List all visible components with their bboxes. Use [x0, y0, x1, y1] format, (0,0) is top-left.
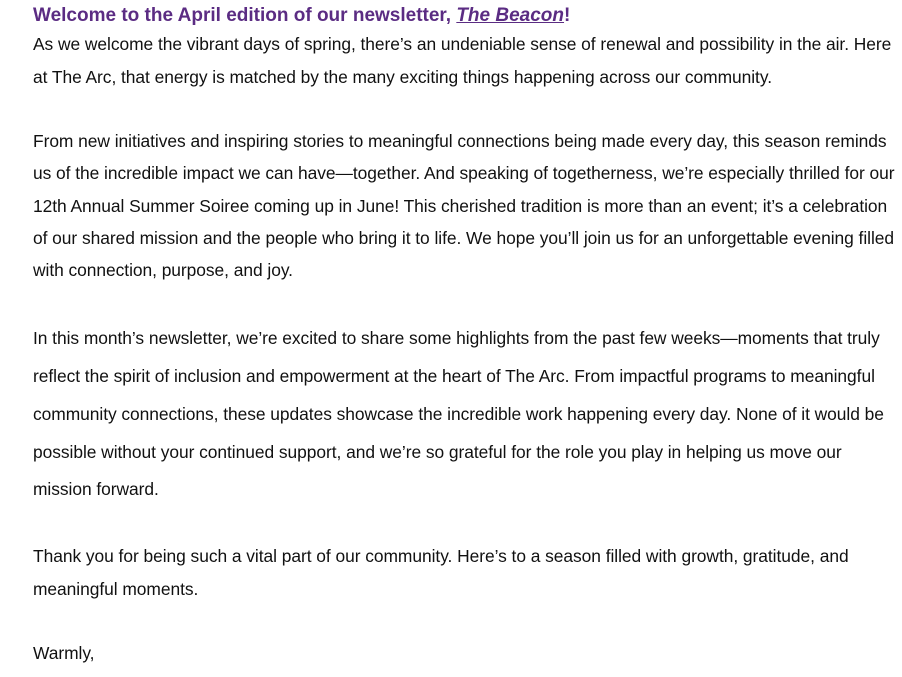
- highlights-paragraph: In this month’s newsletter, we’re excited to share some highlights from the past few weeks—moments that truly reflect the spirit of inclusion and empowerment at the heart of The Arc. From impactful programs to meaningful community connections, these updates showcase the incredible work happening every day. None of it would be possible without your continued support, and we’re so grateful for the role you play in helping us move our mission forward.: [33, 328, 884, 500]
- newsletter-headline: [33, 4, 902, 28]
- signoff: Warmly,: [33, 643, 95, 663]
- publication-name-link[interactable]: The Beacon: [456, 5, 565, 26]
- thank-you-paragraph: Thank you for being such a vital part of our community. Here’s to a season filled with growth, gratitude, and meaningful moments.: [33, 546, 849, 599]
- headline-suffix: !: [564, 5, 571, 26]
- headline-prefix: Welcome to the April edition of our newsletter,: [33, 5, 457, 26]
- newsletter-body: [33, 0, 902, 669]
- events-paragraph: From new initiatives and inspiring stories to meaningful connections being made every day, this season reminds us of the incredible impact we can have—together. And speaking of togetherness, we’re especially thrilled for our 12th Annual Summer Soiree coming up in June! This cherished tradition is more than an event; it’s a celebration of our shared mission and the people who bring it to life. We hope you’ll join us for an unforgettable evening filled with connection, purpose, and joy.: [33, 131, 895, 281]
- intro-paragraph: As we welcome the vibrant days of spring, there’s an undeniable sense of renewal and possibility in the air. Here at The Arc, that energy is matched by the many exciting things happening across our community.: [33, 34, 892, 87]
